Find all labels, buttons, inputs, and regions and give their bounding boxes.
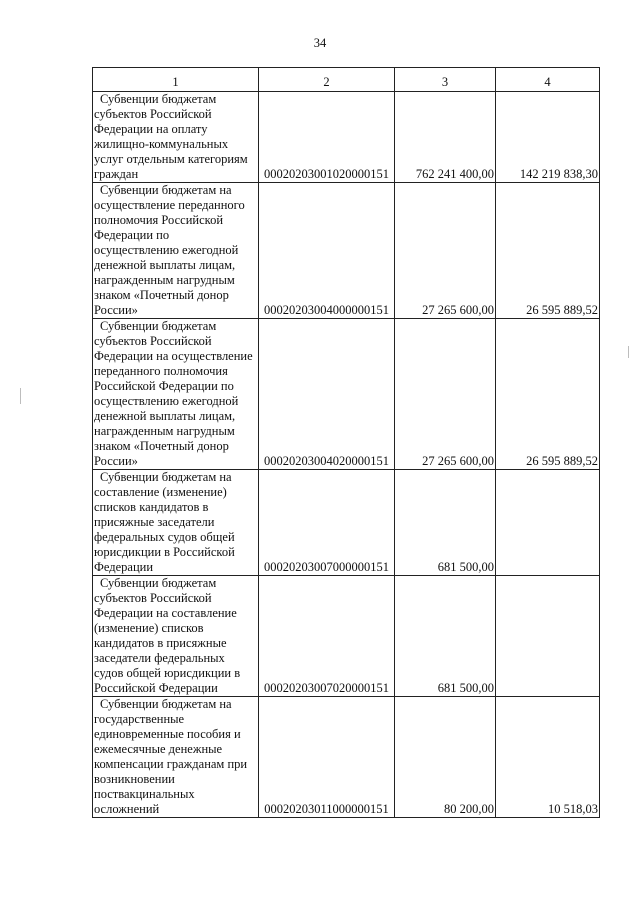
row-name-cell [93,319,259,470]
row-actual-amount: 26 595 889,52 [496,319,600,470]
column-header: 4 [496,68,600,92]
column-header: 1 [93,68,259,92]
row-code: 00020203001020000151 [259,92,395,183]
row-name: Субвенции бюджетам на государственные единовременные пособия и ежемесячные денежные компенсации гражданам при возникновении поствакцинальных осложнений [94,697,248,816]
budget-table [92,67,600,818]
row-name: Субвенции бюджетам субъектов Российской Федерации на составление (изменение) списков кандидатов в присяжные заседатели федеральных судов общей юрисдикции в Российской Федерации [94,576,241,695]
row-plan-amount: 27 265 600,00 [395,319,496,470]
column-header: 3 [395,68,496,92]
row-plan-amount: 762 241 400,00 [395,92,496,183]
row-code: 00020203011000000151 [259,697,395,818]
row-actual-amount [496,576,600,697]
row-name-cell [93,576,259,697]
row-code: 00020203004000000151 [259,183,395,319]
row-actual-amount [496,470,600,576]
row-name: Субвенции бюджетам на составление (изменение) списков кандидатов в присяжные заседатели федеральных судов общей юрисдикции в Российской Федерации [94,470,235,574]
page-number: 34 [313,36,327,50]
row-plan-amount: 80 200,00 [395,697,496,818]
table-row [93,697,600,818]
table-row [93,92,600,183]
row-name-cell [93,470,259,576]
table-header-row [93,68,600,92]
table-row [93,576,600,697]
row-actual-amount: 10 518,03 [496,697,600,818]
row-code: 00020203007000000151 [259,470,395,576]
row-name-cell [93,92,259,183]
row-name-cell [93,697,259,818]
row-plan-amount: 27 265 600,00 [395,183,496,319]
row-plan-amount: 681 500,00 [395,576,496,697]
row-plan-amount: 681 500,00 [395,470,496,576]
row-code: 00020203007020000151 [259,576,395,697]
column-header: 2 [259,68,395,92]
table-row [93,319,600,470]
row-name-cell [93,183,259,319]
table-row [93,470,600,576]
row-name: Субвенции бюджетам субъектов Российской Федерации на осуществление переданного полномочия Российской Федерации по осуществлению ежегодной денежной выплаты лицам, награжденным нагрудным знаком «Почетный донор России» [94,319,253,468]
row-code: 00020203004020000151 [259,319,395,470]
scan-margin-mark [20,388,21,404]
row-actual-amount: 142 219 838,30 [496,92,600,183]
table-row [93,183,600,319]
row-name: Субвенции бюджетам на осуществление переданного полномочия Российской Федерации по осуществлению ежегодной денежной выплаты лицам, награжденным нагрудным знаком «Почетный донор России» [94,183,245,317]
row-name: Субвенции бюджетам субъектов Российской Федерации на оплату жилищно-коммунальных услуг отдельным категориям граждан [94,92,248,181]
row-actual-amount: 26 595 889,52 [496,183,600,319]
scan-margin-mark [628,346,629,358]
